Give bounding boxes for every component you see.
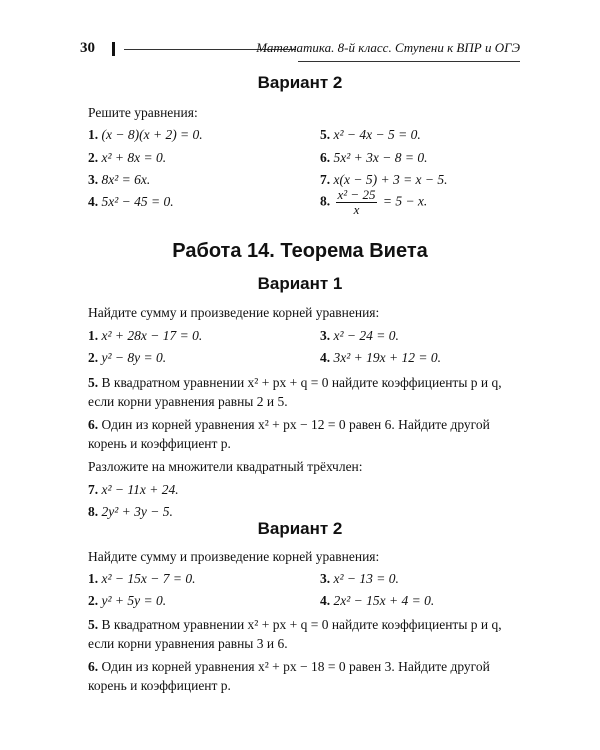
variant-title: Вариант 2 bbox=[257, 73, 343, 92]
page-marker-bar bbox=[112, 42, 115, 56]
running-title: Математика. 8-й класс. Ступени к ВПР и ОГЭ bbox=[256, 40, 520, 55]
v1-exercise-2: 2. y² − 8y = 0. bbox=[88, 350, 167, 365]
exercise-7: 7. x(x − 5) + 3 = x − 5. bbox=[320, 172, 448, 187]
exercise-6: 6. 5x² + 3x − 8 = 0. bbox=[320, 150, 428, 165]
work-title: Работа 14. Теорема Виета bbox=[172, 240, 428, 262]
v1-exercise-6: 6. Один из корней уравнения x² + px − 12 = 0 равен 6. Найдите другой корень и коэффициент p. bbox=[88, 417, 490, 451]
v2-exercise-6: 6. Один из корней уравнения x² + px − 18 = 0 равен 3. Найдите другой корень и коэффициент p. bbox=[88, 659, 490, 693]
exercise-1: 1. (x − 8)(x + 2) = 0. bbox=[88, 127, 203, 142]
v1-exercise-4: 4. 3x² + 19x + 12 = 0. bbox=[320, 350, 441, 365]
v1-exercise-5: 5. В квадратном уравнении x² + px + q = 0 найдите коэффициенты p и q, если корни уравнения равны 2 и 5. bbox=[88, 375, 502, 409]
exercise-2: 2. x² + 8x = 0. bbox=[88, 150, 167, 165]
header-underline bbox=[298, 61, 520, 62]
exercise-5: 5. x² − 4x − 5 = 0. bbox=[320, 127, 421, 142]
page-number: 30 bbox=[80, 40, 95, 56]
variant-1-title: Вариант 1 bbox=[257, 274, 343, 293]
fraction: $\frac{\text{x² − 25}}{x}$ bbox=[337, 187, 376, 217]
exercise-4: 4. 5x² − 45 = 0. bbox=[88, 194, 174, 209]
exercise-3: 3. 8x² = 6x. bbox=[88, 172, 151, 187]
v2-exercise-2: 2. y² + 5y = 0. bbox=[88, 593, 167, 608]
v1-exercise-8: 8. 2y² + 3y − 5. bbox=[88, 504, 173, 519]
v2-exercise-3: 3. x² − 13 = 0. bbox=[320, 571, 399, 586]
v2-exercise-5: 5. В квадратном уравнении x² + px + q = 0 найдите коэффициенты p и q, если корни уравнения равны 3 и 6. bbox=[88, 617, 502, 651]
page-header bbox=[80, 40, 520, 62]
v1-exercise-1: 1. x² + 28x − 17 = 0. bbox=[88, 328, 203, 343]
v2-exercise-4: 4. 2x² − 15x + 4 = 0. bbox=[320, 593, 435, 608]
v2-instruction: Найдите сумму и произведение корней уравнения: bbox=[88, 549, 380, 564]
v1-exercise-3: 3. x² − 24 = 0. bbox=[320, 328, 399, 343]
variant-2-title: Вариант 2 bbox=[257, 519, 343, 538]
exercise-8: 8. $\frac{\text{x² − 25}}{x}$ = 5 − x. bbox=[320, 187, 428, 217]
v1-instruction: Найдите сумму и произведение корней уравнения: bbox=[88, 305, 380, 320]
instruction: Решите уравнения: bbox=[88, 105, 198, 120]
v2-exercise-1: 1. x² − 15x − 7 = 0. bbox=[88, 571, 196, 586]
v1-exercise-7: 7. x² − 11x + 24. bbox=[88, 482, 179, 497]
v1-instruction-2: Разложите на множители квадратный трёхчлен: bbox=[88, 459, 363, 474]
